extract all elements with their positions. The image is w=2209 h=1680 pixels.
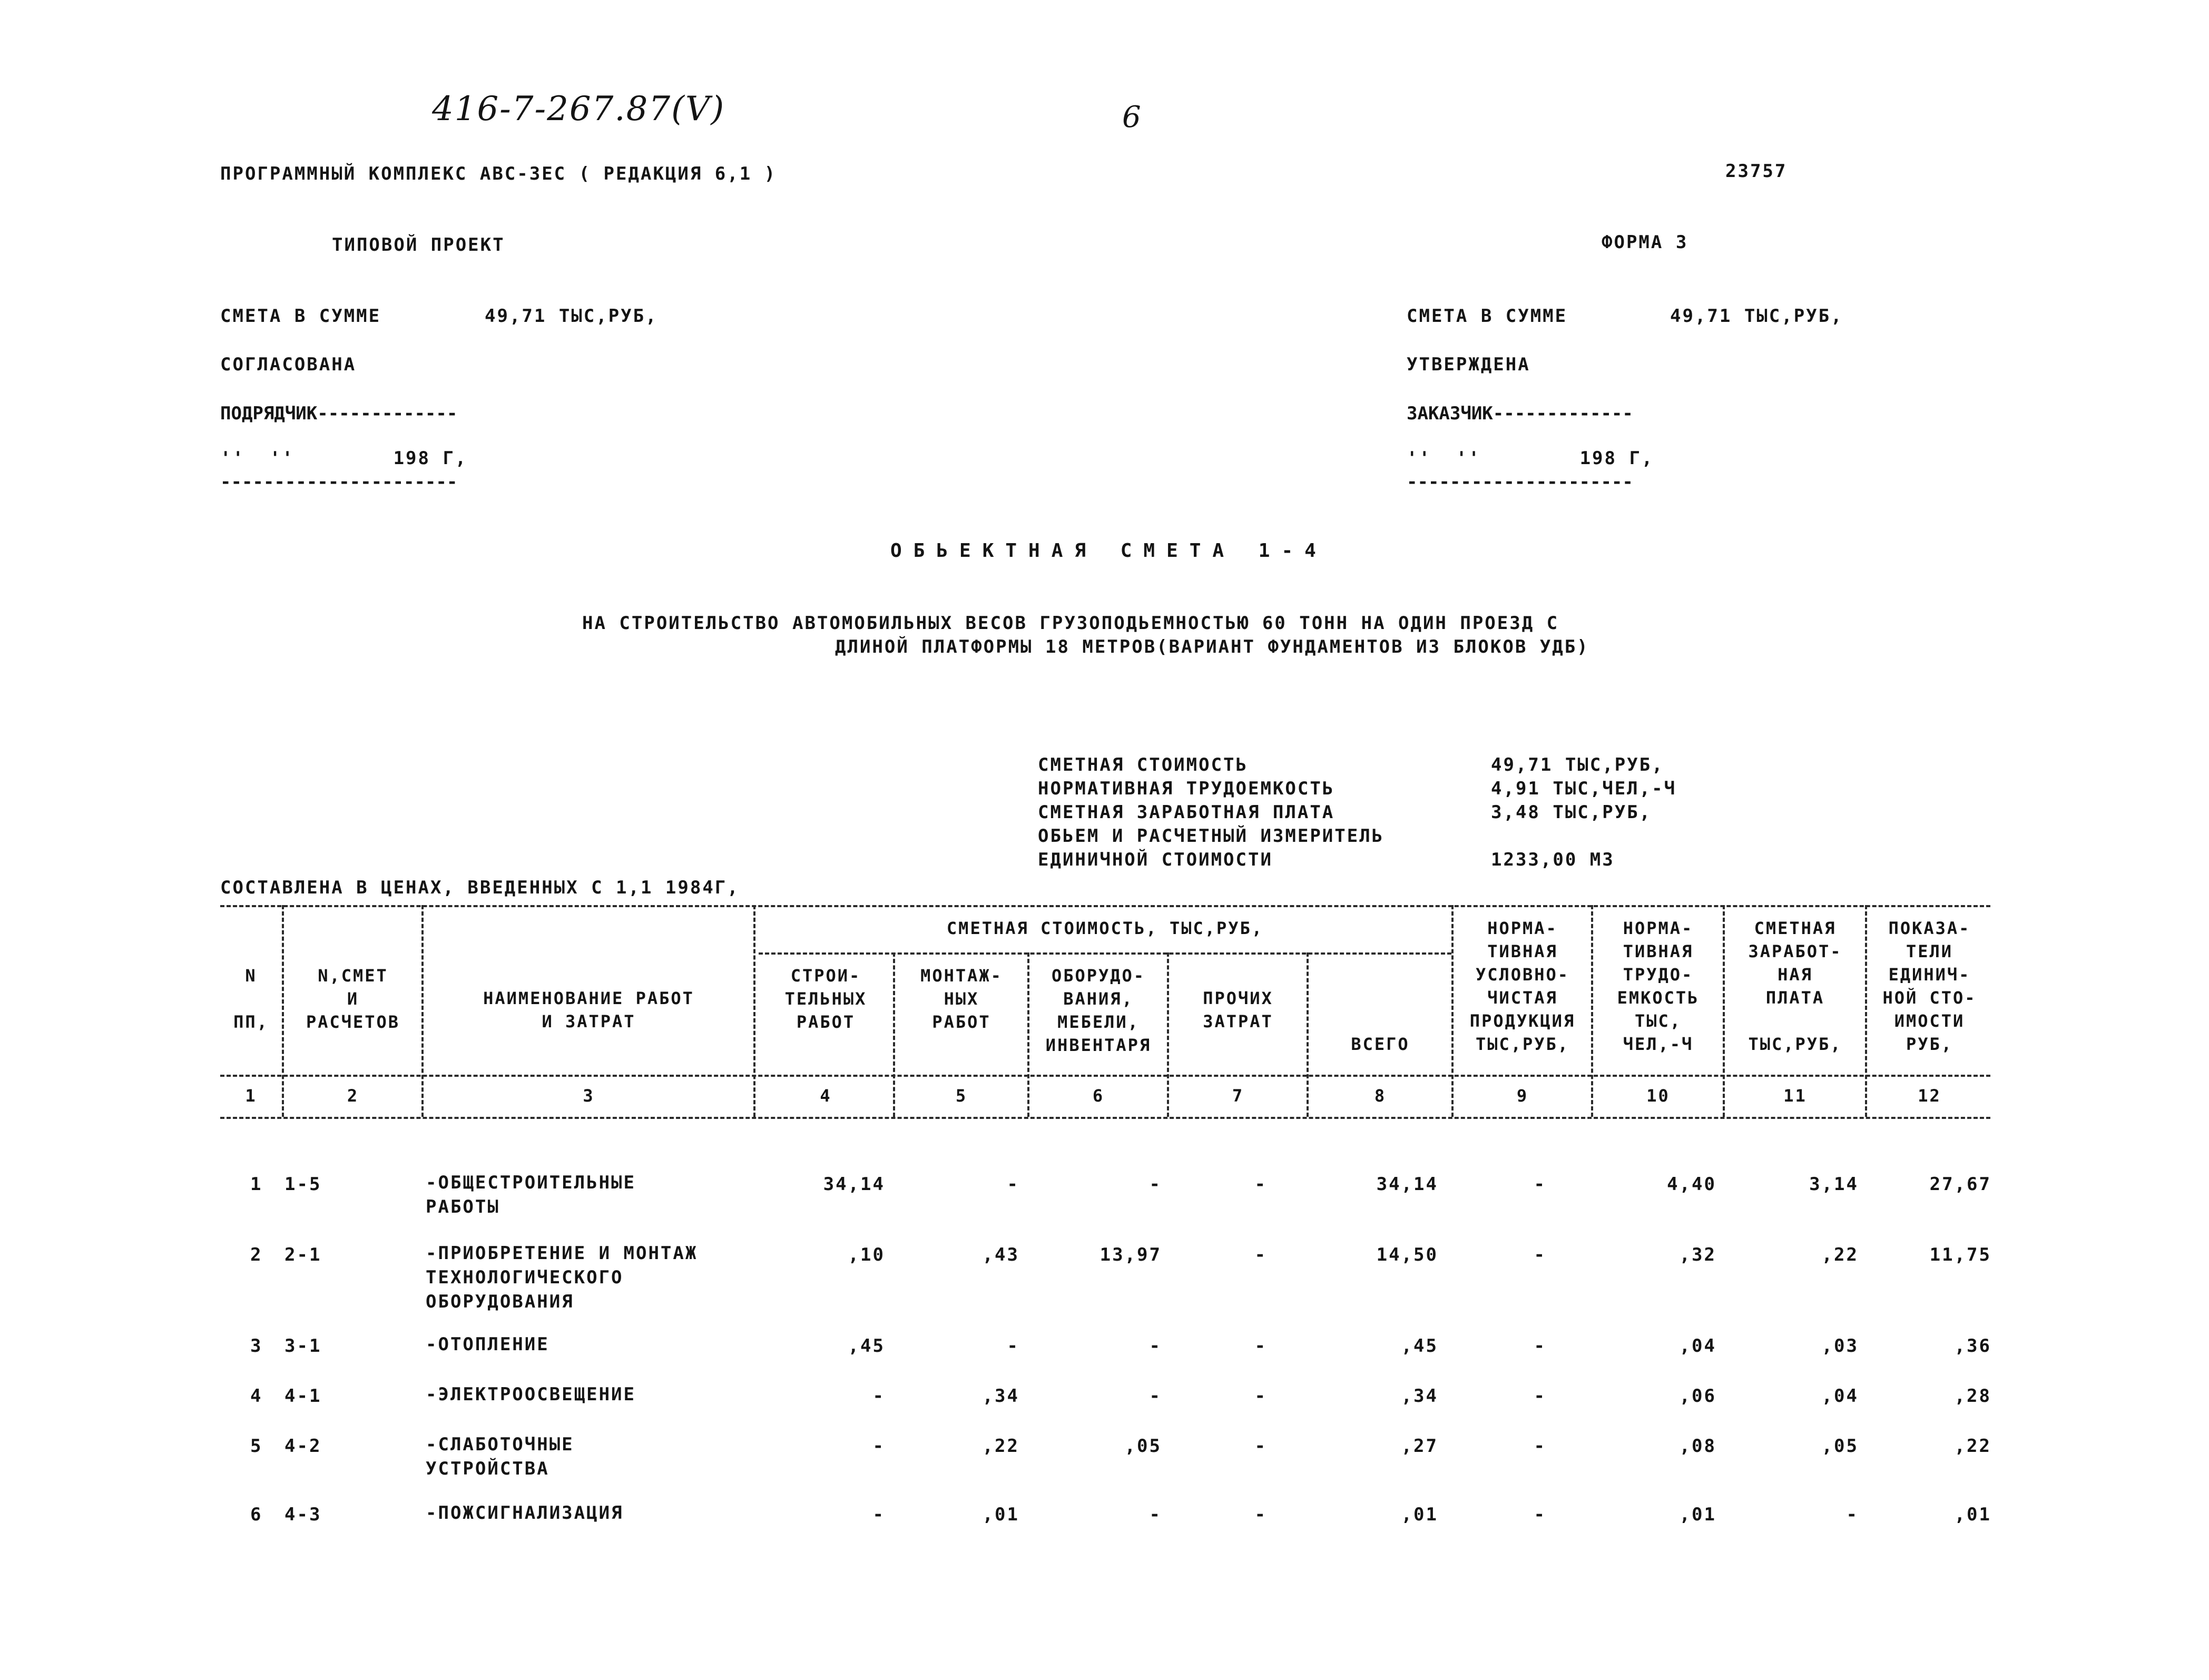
row-other-value: - — [1254, 1335, 1267, 1357]
row-build-value: ,45 — [848, 1335, 885, 1357]
title-line-1: НА СТРОИТЕЛЬСТВО АВТОМОБИЛЬНЫХ ВЕСОВ ГРУЗОПОДЬЕМНОСТЬЮ 60 ТОНН НА ОДИН ПРОЕЗД С — [582, 613, 1559, 634]
row-labor-value: ,32 — [1679, 1244, 1716, 1265]
contractor-label: ПОДРЯДЧИК------------- — [220, 403, 458, 424]
row-unit-value: ,01 — [1954, 1504, 1991, 1525]
column-divider — [1591, 905, 1593, 1117]
header-net-product: НОРМА- ТИВНАЯ УСЛОВНО- ЧИСТАЯ ПРОДУКЦИЯ ТЫС,РУБ, — [1469, 918, 1576, 1054]
row-labor-value: ,08 — [1679, 1436, 1716, 1457]
row-wage-value: ,03 — [1821, 1335, 1859, 1357]
row-labor-value: ,06 — [1679, 1386, 1716, 1407]
prices-note: СОСТАВЛЕНА В ЦЕНАХ, ВВЕДЕННЫХ С 1,1 1984Г, — [220, 877, 740, 898]
col-number: 12 — [1918, 1086, 1941, 1106]
program-title: ПРОГРАММНЫЙ КОМПЛЕКС АВС-3ЕС ( РЕДАКЦИЯ 6,1 ) — [220, 163, 777, 184]
row-other-value: - — [1254, 1174, 1267, 1195]
page-number: 6 — [1122, 100, 1142, 134]
right-sum-label: СМЕТА В СУММЕ — [1407, 306, 1568, 327]
header-unit-cost: ПОКАЗА- ТЕЛИ ЕДИНИЧ- НОЙ СТО- ИМОСТИ РУБ, — [1882, 918, 1977, 1054]
summary-value: 3,48 ТЫС,РУБ, — [1491, 802, 1652, 823]
row-total-value: ,27 — [1401, 1436, 1438, 1457]
row-mount-value: ,22 — [982, 1436, 1019, 1457]
row-build-value: - — [872, 1386, 885, 1407]
column-divider — [893, 952, 895, 1117]
row-product-value: - — [1534, 1174, 1546, 1195]
column-divider — [282, 905, 284, 1117]
summary-label: НОРМАТИВНАЯ ТРУДОЕМКОСТЬ — [1038, 778, 1335, 799]
col-number: 4 — [820, 1086, 832, 1106]
table-top-rule — [220, 905, 1990, 907]
row-product-value: - — [1534, 1335, 1546, 1357]
customer-label: ЗАКАЗЧИК------------- — [1407, 403, 1633, 424]
left-signature-line: ---------------------- — [220, 471, 458, 493]
row-labor-value: ,01 — [1679, 1504, 1716, 1525]
row-work-name: -СЛАБОТОЧНЫЕ УСТРОЙСТВА — [426, 1434, 574, 1479]
row-estimate-ref: 4-2 — [284, 1436, 322, 1457]
row-unit-value: ,36 — [1954, 1335, 1991, 1357]
col-number: 2 — [347, 1086, 359, 1106]
row-product-value: - — [1534, 1436, 1546, 1457]
group-header-cost: СМЕТНАЯ СТОИМОСТЬ, ТЫС,РУБ, — [946, 918, 1264, 938]
row-other-value: - — [1254, 1504, 1267, 1525]
col-number: 8 — [1374, 1086, 1387, 1106]
summary-label: ЕДИНИЧНОЙ СТОИМОСТИ — [1038, 849, 1273, 870]
row-work-name: -ОБЩЕСТРОИТЕЛЬНЫЕ РАБОТЫ — [426, 1172, 636, 1217]
row-wage-value: - — [1846, 1504, 1859, 1525]
summary-label: СМЕТНАЯ СТОИМОСТЬ — [1038, 754, 1248, 775]
header-labor: НОРМА- ТИВНАЯ ТРУДО- ЕМКОСТЬ ТЫС, ЧЕЛ,-Ч — [1617, 918, 1700, 1054]
row-equip-value: - — [1149, 1174, 1162, 1195]
row-number: 1 — [250, 1174, 263, 1195]
row-wage-value: ,05 — [1821, 1436, 1859, 1457]
col-number: 1 — [245, 1086, 257, 1106]
row-number: 5 — [250, 1436, 263, 1457]
header-work-name: НАИМЕНОВАНИЕ РАБОТ И ЗАТРАТ — [483, 988, 694, 1031]
row-total-value: ,34 — [1401, 1386, 1438, 1407]
row-number: 4 — [250, 1386, 263, 1407]
row-product-value: - — [1534, 1244, 1546, 1265]
col-numbers-rule — [220, 1117, 1990, 1119]
header-construction: СТРОИ- ТЕЛЬНЫХ РАБОТ — [784, 966, 867, 1032]
header-other: ПРОЧИХ ЗАТРАТ — [1203, 988, 1273, 1031]
column-divider — [1307, 952, 1309, 1117]
header-total: ВСЕГО — [1351, 1034, 1410, 1054]
row-unit-value: 11,75 — [1929, 1244, 1991, 1265]
summary-labels — [1038, 753, 1384, 872]
left-sum-value: 49,71 ТЫС,РУБ, — [485, 306, 658, 327]
left-sum-label: СМЕТА В СУММЕ — [220, 306, 381, 327]
row-work-name: -ОТОПЛЕНИЕ — [426, 1334, 549, 1355]
row-unit-value: ,28 — [1954, 1386, 1991, 1407]
row-mount-value: ,34 — [982, 1386, 1019, 1407]
row-estimate-ref: 4-1 — [284, 1386, 322, 1407]
column-divider — [1167, 952, 1169, 1117]
row-total-value: 14,50 — [1376, 1244, 1438, 1265]
col-number: 11 — [1783, 1086, 1807, 1106]
title-line-2: ДЛИНОЙ ПЛАТФОРМЫ 18 МЕТРОВ(ВАРИАНТ ФУНДАМЕНТОВ ИЗ БЛОКОВ УДБ) — [835, 636, 1589, 657]
header-installation: МОНТАЖ- НЫХ РАБОТ — [920, 966, 1003, 1032]
summary-value: 49,71 ТЫС,РУБ, — [1491, 754, 1664, 775]
row-labor-value: ,04 — [1679, 1335, 1716, 1357]
row-equip-value: 13,97 — [1099, 1244, 1162, 1265]
row-equip-value: - — [1149, 1335, 1162, 1357]
header-bottom-rule — [220, 1075, 1990, 1077]
row-equip-value: ,05 — [1124, 1436, 1162, 1457]
summary-value: 1233,00 М3 — [1491, 849, 1615, 870]
row-build-value: - — [872, 1504, 885, 1525]
row-product-value: - — [1534, 1386, 1546, 1407]
col-number: 10 — [1646, 1086, 1670, 1106]
row-mount-value: - — [1007, 1335, 1019, 1357]
summary-values — [1491, 753, 1676, 872]
header-wage: СМЕТНАЯ ЗАРАБОТ- НАЯ ПЛАТА ТЫС,РУБ, — [1748, 918, 1842, 1054]
row-number: 3 — [250, 1335, 263, 1357]
row-other-value: - — [1254, 1436, 1267, 1457]
row-product-value: - — [1534, 1504, 1546, 1525]
row-build-value: ,10 — [848, 1244, 885, 1265]
row-work-name: -ПОЖСИГНАЛИЗАЦИЯ — [426, 1502, 624, 1524]
header-estimate-ref: N,СМЕТ И РАСЧЕТОВ — [306, 966, 400, 1032]
col-number: 5 — [955, 1086, 968, 1106]
row-estimate-ref: 1-5 — [284, 1174, 322, 1195]
row-estimate-ref: 3-1 — [284, 1335, 322, 1357]
header-number: N ПП, — [233, 966, 269, 1032]
row-unit-value: ,22 — [1954, 1436, 1991, 1457]
row-other-value: - — [1254, 1244, 1267, 1265]
row-wage-value: 3,14 — [1809, 1174, 1859, 1195]
row-unit-value: 27,67 — [1929, 1174, 1991, 1195]
agreed-label: СОГЛАСОВАНА — [220, 354, 357, 375]
row-mount-value: ,01 — [982, 1504, 1019, 1525]
column-divider — [1027, 952, 1029, 1117]
left-date: '' '' 198 Г, — [220, 448, 468, 469]
estimate-title: ОБЬЕКТНАЯ СМЕТА 1-4 — [890, 540, 1328, 562]
row-estimate-ref: 2-1 — [284, 1244, 322, 1265]
column-divider — [1723, 905, 1725, 1117]
col-number: 7 — [1232, 1086, 1244, 1106]
right-date: '' '' 198 Г, — [1407, 448, 1654, 469]
row-work-name: -ПРИОБРЕТЕНИЕ И МОНТАЖ ТЕХНОЛОГИЧЕСКОГО ОБОРУДОВАНИЯ — [426, 1243, 698, 1312]
summary-label: ОБЬЕМ И РАСЧЕТНЫЙ ИЗМЕРИТЕЛЬ — [1038, 826, 1385, 847]
approved-label: УТВЕРЖДЕНА — [1407, 354, 1530, 375]
row-wage-value: ,22 — [1821, 1244, 1859, 1265]
column-divider — [421, 905, 424, 1117]
row-total-value: ,01 — [1401, 1504, 1438, 1525]
col-number: 6 — [1092, 1086, 1105, 1106]
project-type: ТИПОВОЙ ПРОЕКТ — [332, 234, 505, 256]
row-total-value: 34,14 — [1376, 1174, 1438, 1195]
row-number: 2 — [250, 1244, 263, 1265]
right-sum-value: 49,71 ТЫС,РУБ, — [1670, 306, 1843, 327]
row-build-value: 34,14 — [823, 1174, 885, 1195]
row-total-value: ,45 — [1401, 1335, 1438, 1357]
row-number: 6 — [250, 1504, 263, 1525]
row-estimate-ref: 4-3 — [284, 1504, 322, 1525]
row-wage-value: ,04 — [1821, 1386, 1859, 1407]
row-work-name: -ЭЛЕКТРООСВЕЩЕНИЕ — [426, 1384, 636, 1405]
group-header-rule — [759, 952, 1451, 955]
document-number: 23757 — [1725, 161, 1788, 182]
col-number: 9 — [1516, 1086, 1529, 1106]
row-build-value: - — [872, 1436, 885, 1457]
column-divider — [1865, 905, 1867, 1117]
form-label: ФОРМА 3 — [1602, 232, 1688, 253]
row-equip-value: - — [1149, 1386, 1162, 1407]
summary-label: СМЕТНАЯ ЗАРАБОТНАЯ ПЛАТА — [1038, 802, 1335, 823]
row-labor-value: 4,40 — [1667, 1174, 1716, 1195]
col-number: 3 — [583, 1086, 595, 1106]
row-mount-value: ,43 — [982, 1244, 1019, 1265]
column-divider — [1451, 905, 1454, 1117]
right-signature-line: --------------------- — [1407, 471, 1633, 493]
row-equip-value: - — [1149, 1504, 1162, 1525]
summary-value: 4,91 ТЫС,ЧЕЛ,-Ч — [1491, 778, 1677, 799]
row-other-value: - — [1254, 1386, 1267, 1407]
column-divider — [753, 905, 755, 1117]
summary-value — [1491, 824, 1676, 848]
row-mount-value: - — [1007, 1174, 1019, 1195]
handwritten-project-code: 416-7-267.87(V) — [432, 90, 725, 129]
header-equipment: ОБОРУДО- ВАНИЯ, МЕБЕЛИ, ИНВЕНТАРЯ — [1045, 966, 1152, 1055]
